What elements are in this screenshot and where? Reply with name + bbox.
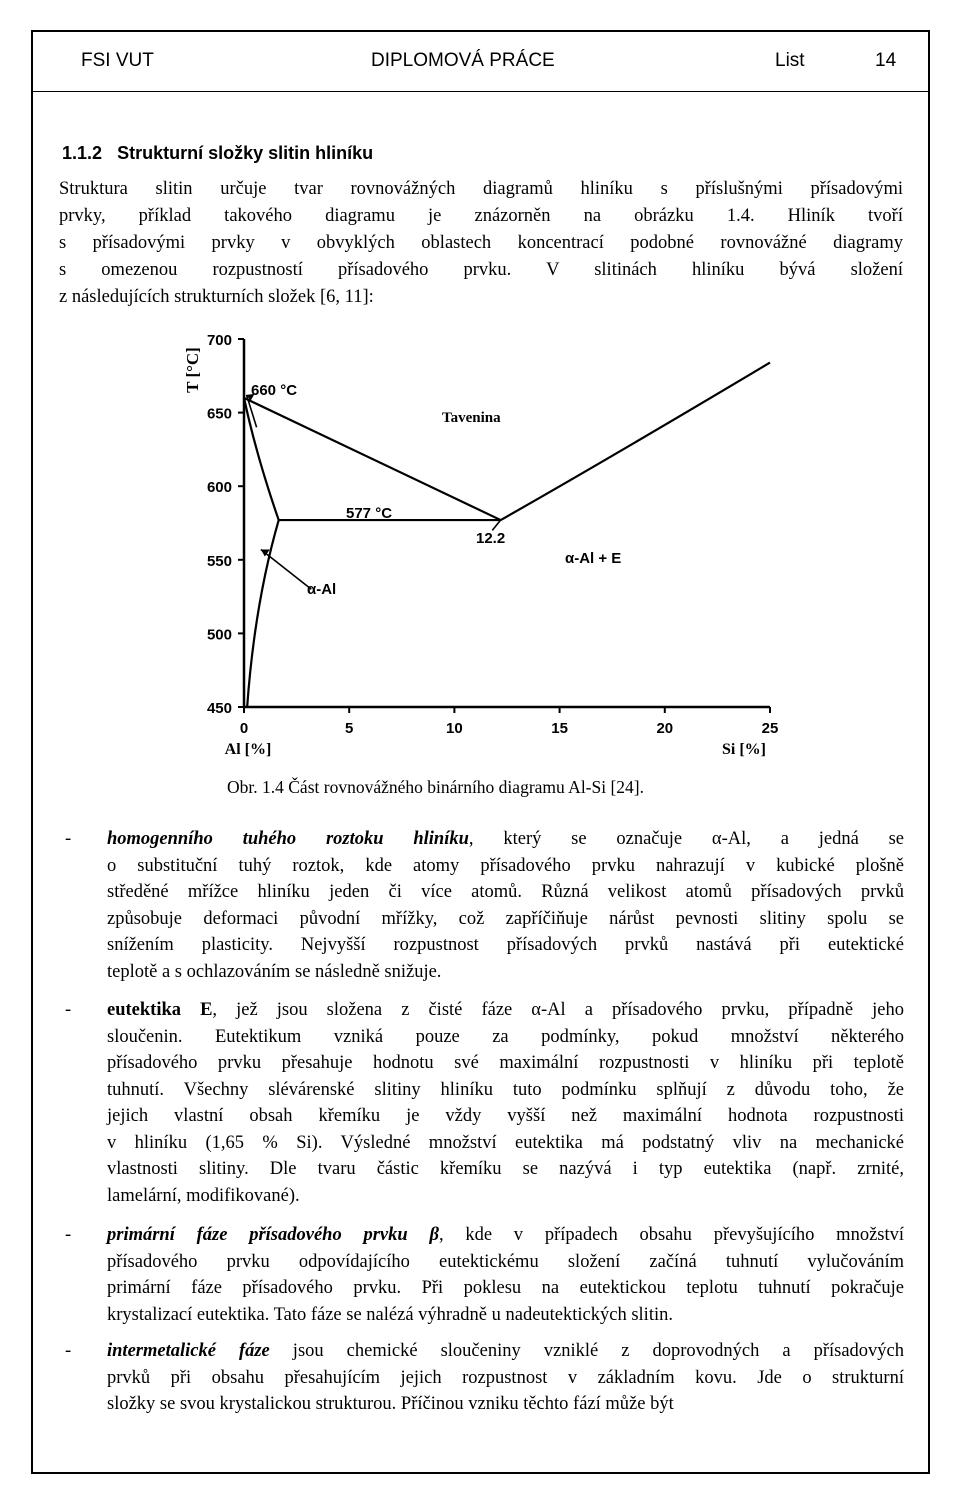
label-alpha-al: α-Al	[307, 581, 337, 598]
item-text: lamelární, modifikované).	[107, 1185, 300, 1206]
x-label-left: Al [%]	[224, 741, 272, 758]
item-body	[107, 1222, 904, 1328]
item-text: , který se označuje α-Al, a jedná se	[468, 829, 904, 849]
item-line	[107, 1365, 904, 1392]
item-line	[107, 1222, 904, 1249]
item-text: , jež jsou složena z čisté fáze α-Al a přísadového prvku, případně jeho	[212, 1000, 904, 1020]
y-axis-label: T [°C]	[183, 347, 202, 393]
header-page-number: 14	[875, 50, 897, 71]
y-tick-label: 650	[206, 405, 232, 423]
header-list-label: List	[775, 50, 805, 71]
item-line	[107, 932, 904, 959]
item-line	[107, 826, 904, 853]
item-text: středěné mřížce hliníku jeden či více atomů. Různá velikost atomů přísadových prvků	[107, 882, 904, 902]
intro-line: s omezenou rozpustností přísadového prvku. V slitinách hliníku bývá složení	[59, 260, 903, 280]
item-text: prvků při obsahu přesahujícím jejich rozpustnost v základním kovu. Jde o strukturní	[107, 1367, 904, 1388]
item-text: přísadového prvku odpovídajícího eutektickému složení začíná tuhnutí vylučováním	[107, 1251, 904, 1272]
label-eutectic-temp: 577 °C	[346, 505, 393, 522]
header-school: FSI VUT	[81, 50, 154, 71]
intro-line: prvky, příklad takového diagramu je znázorněn na obrázku 1.4. Hliník tvoří	[59, 206, 903, 226]
item-line	[107, 1249, 904, 1276]
list-dash: -	[65, 1341, 72, 1361]
item-term: intermetalické fáze	[107, 1341, 270, 1361]
item-line	[107, 1338, 904, 1365]
y-tick-label: 500	[206, 626, 232, 644]
item-line	[107, 853, 904, 880]
intro-line: s přísadovými prvky v obvyklých oblastech koncentrací podobné rovnovážné diagramy	[59, 233, 903, 253]
x-tick-label: 15	[551, 720, 568, 737]
y-tick-label: 550	[206, 552, 232, 570]
y-tick-label: 700	[206, 332, 232, 349]
list-dash: -	[65, 1225, 72, 1245]
y-tick-label: 450	[206, 700, 232, 717]
item-line	[107, 1077, 904, 1104]
item-line	[107, 1391, 904, 1418]
header-doc-type: DIPLOMOVÁ PRÁCE	[371, 50, 555, 71]
item-text: , kde v případech obsahu převyšujícího množství	[438, 1225, 905, 1245]
item-line	[107, 1024, 904, 1051]
list-dash: -	[65, 1000, 72, 1020]
x-tick-label: 0	[239, 720, 249, 737]
figure-caption: Obr. 1.4 Část rovnovážného binárního diagramu Al-Si [24].	[227, 777, 645, 797]
item-term: eutektika E	[107, 1000, 213, 1020]
item-body	[107, 826, 904, 985]
y-tick-label: 600	[206, 479, 232, 497]
item-text: primární fáze přísadového prvku. Při poklesu na eutektickou teplotu tuhnutí pokračuje	[107, 1278, 904, 1298]
section-number: 1.1.2	[62, 143, 103, 163]
list-dash: -	[65, 829, 72, 849]
item-line	[107, 1302, 904, 1329]
item-term: primární fáze přísadového prvku β	[107, 1225, 439, 1245]
item-text: krystalizací eutektika. Tato fáze se nalézá výhradně u nadeutektických slitin.	[107, 1304, 673, 1325]
item-text: snížením plasticity. Nejvyšší rozpustnost přísadových prvků nastává při eutektické	[107, 935, 904, 955]
item-line	[107, 1103, 904, 1130]
item-line	[107, 997, 904, 1024]
item-line	[107, 1050, 904, 1077]
item-line	[107, 1156, 904, 1183]
item-text: tuhnutí. Všechny slévárenské slitiny hliníku tuto podmínku splňují z důvodu toho, že	[107, 1079, 904, 1100]
label-alpha-al-e: α-Al + E	[565, 550, 622, 567]
label-eutectic-comp: 12.2	[476, 530, 506, 547]
solvus-line	[247, 520, 279, 707]
item-line	[107, 1130, 904, 1157]
item-line	[107, 1275, 904, 1302]
intro-line: Struktura slitin určuje tvar rovnovážných diagramů hliníku s příslušnými přísadovými	[59, 179, 903, 199]
item-text: vlastnosti slitiny. Dle tvaru částic křemíku se nazývá i typ eutektika (např. zrnité,	[107, 1159, 904, 1179]
x-tick-label: 5	[345, 720, 354, 737]
item-text: sloučenin. Eutektikum vzniká pouze za podmínky, pokud množství některého	[107, 1026, 904, 1047]
item-body	[107, 997, 904, 1209]
item-line	[107, 906, 904, 933]
item-line	[107, 959, 904, 986]
x-tick-label: 20	[656, 720, 674, 737]
label-liquid: Tavenina	[442, 410, 501, 426]
label-melt-point: 660 °C	[251, 382, 298, 399]
liquidus-si-side	[501, 363, 770, 521]
x-label-right: Si [%]	[722, 741, 766, 758]
item-body	[107, 1338, 904, 1418]
item-text: jsou chemické sloučeniny vzniklé z doprovodných a přísadových	[269, 1341, 904, 1361]
arrow-alpha	[261, 549, 311, 589]
intro-line: z následujících strukturních složek [6, 11]:	[59, 287, 374, 307]
section-title: Strukturní složky slitin hliníku	[117, 143, 374, 163]
solidus-line	[244, 398, 279, 520]
item-text: jejich vlastní obsah křemíku je vždy vyšší než maximální hodnota rozpustnosti	[107, 1106, 904, 1126]
item-text: teplotě a s ochlazováním se následně snižuje.	[107, 961, 442, 982]
x-tick-label: 25	[761, 720, 779, 737]
item-line	[107, 1183, 904, 1210]
item-text: v hliníku (1,65 % Si). Výsledné množství eutektika má podstatný vliv na mechanické	[107, 1132, 904, 1153]
item-text: o substituční tuhý roztok, kde atomy přísadového prvku nahrazují v kubické plošně	[107, 855, 904, 876]
x-tick-label: 10	[446, 720, 463, 737]
item-line	[107, 879, 904, 906]
arrow-eutectic	[492, 520, 500, 530]
item-text: složky se svou krystalickou strukturou. Příčinou vzniku těchto fází může být	[107, 1394, 674, 1414]
item-term: homogenního tuhého roztoku hliníku	[107, 829, 469, 849]
item-text: způsobuje deformaci původní mřížky, což zapříčiňuje nárůst pevnosti slitiny spolu se	[107, 908, 904, 929]
item-text: přísadového prvku přesahuje hodnotu své maximální rozpustnosti v hliníku při teplotě	[107, 1053, 904, 1073]
